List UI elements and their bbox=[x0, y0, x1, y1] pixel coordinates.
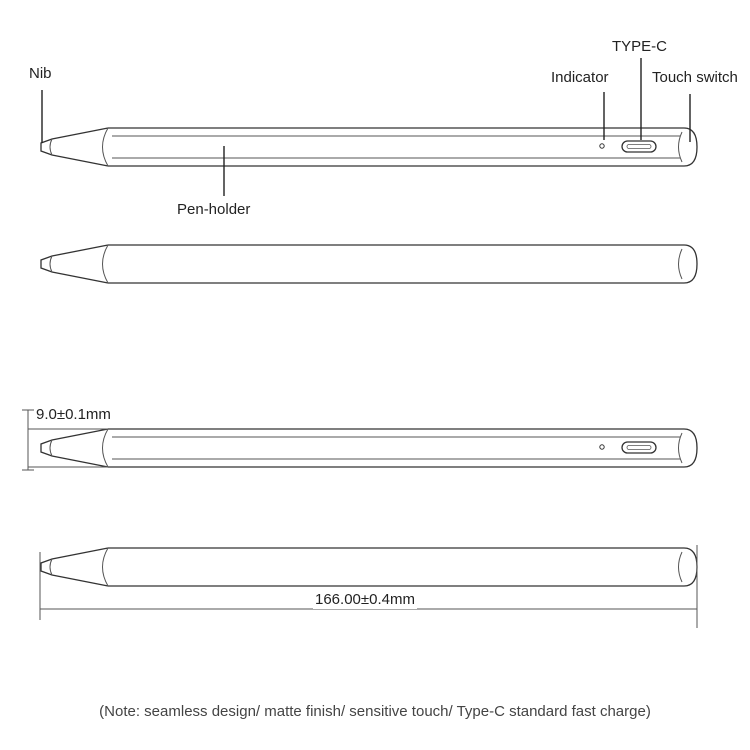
pen-back-view bbox=[41, 245, 697, 283]
nib-label: Nib bbox=[29, 65, 52, 82]
note-text: (Note: seamless design/ matte finish/ sensitive touch/ Type-C standard fast charge) bbox=[99, 703, 651, 720]
pen-diameter-view bbox=[22, 410, 697, 470]
indicator-label: Indicator bbox=[551, 69, 609, 86]
type-c-label: TYPE-C bbox=[612, 38, 668, 55]
diameter-label: 9.0±0.1mm bbox=[36, 406, 111, 423]
pen-length-view bbox=[40, 545, 697, 628]
pen-holder-label: Pen-holder bbox=[177, 201, 251, 218]
length-label: 166.00±0.4mm bbox=[315, 591, 415, 608]
indicator-light bbox=[600, 144, 604, 148]
touch-switch-label: Touch switch bbox=[652, 69, 738, 86]
